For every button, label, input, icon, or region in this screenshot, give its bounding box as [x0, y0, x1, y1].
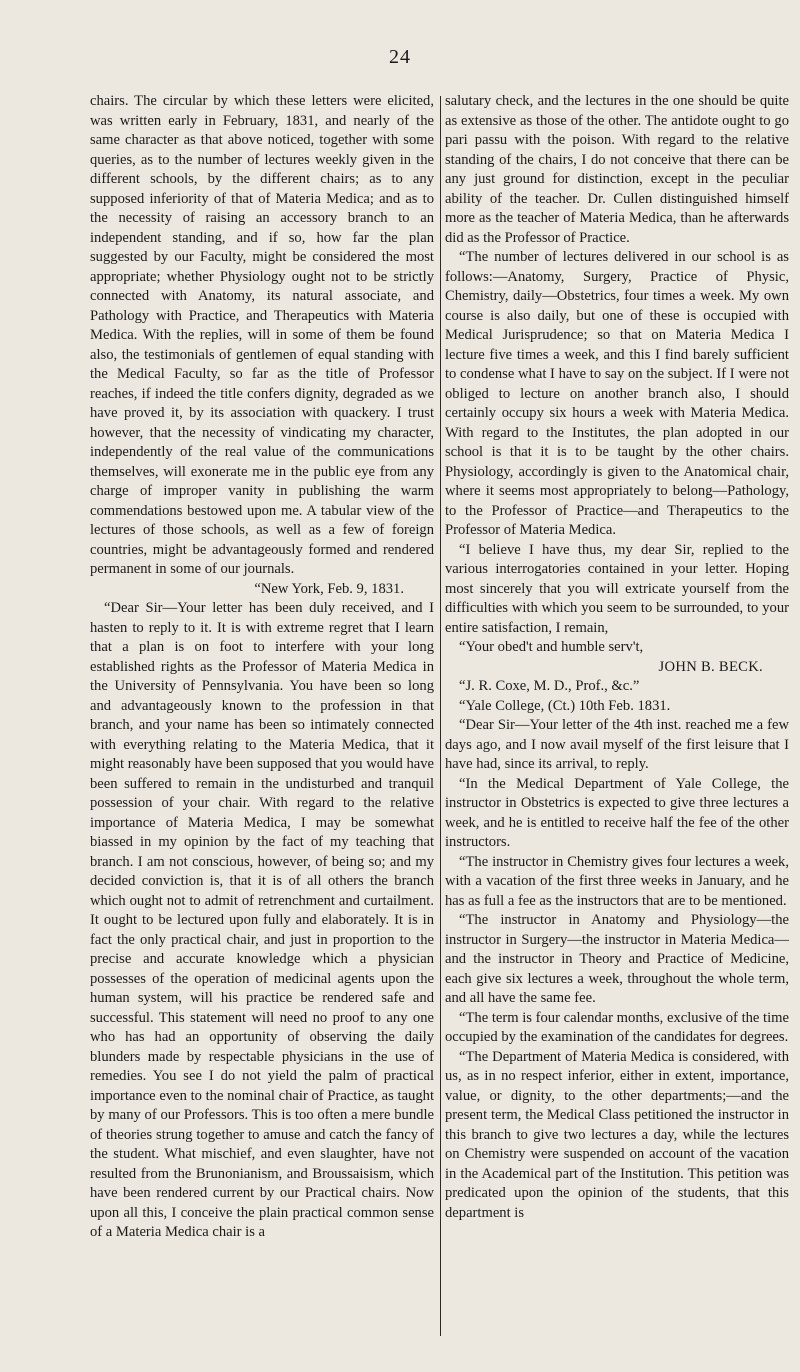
paragraph-materia-medica-department: “The Department of Materia Medica is considered, with us, as in no respect inferior, either in extent, importance, value, or dignity, to the other departments;—and the present term, the Medical Class petitioned the instructor in this branch to give two lectures a day, while the lectures on Chemistry were suspended on account of the vacation in the Academical part of the Institution. This petition was predicated upon the opinion of the students, that this department is	[445, 1048, 789, 1221]
page-number: 24	[389, 46, 411, 68]
left-column	[90, 92, 434, 1243]
paragraph-anatomy-physiology: “The instructor in Anatomy and Physiology—the instructor in Surgery—the instructor in Materia Medica—and the instructor in Theory and Practice of Medicine, each give six lectures a week, throughout the whole term, and all have the same fee.	[445, 912, 789, 1006]
paragraph-obstetrics: “In the Medical Department of Yale College, the instructor in Obstetrics is expected to give three lectures a week, and he is entitled to receive half the fee of the other instructors.	[445, 775, 789, 850]
right-column	[445, 92, 789, 1223]
letter-body-beck: “Dear Sir—Your letter has been duly received, and I hasten to reply to it. It is with extreme regret that I learn that a plan is on foot to interfere with your long established rights as the Professor of Materia Medica in the University of Pennsylvania. You have been so long and advantageously known to the profession in that branch, and your name has been so intimately connected with everything relating to the Materia Medica, that it might reasonably have been supposed that you would have been suffered to remain in the undisturbed and tranquil possession of your chair. With regard to the relative importance of Materia Medica, I may be somewhat biassed in my opinion by the fact of my teaching that branch. I am not conscious, however, of being so; and my decided conviction is, that it is of all others the branch which ought not to admit of retrenchment and curtailment. It ought to be lectured upon fully and elaborately. It is in fact the only practical chair, and just in proportion to the precise and accurate knowledge which a physician possesses of the operation of medicinal agents upon the human system, will his practice be rendered safe and successful. This statement will need no proof to any one who has had an opportunity of observing the daily blunders made by respectable physicians in the use of remedies. You see I do not yield the palm of practical importance even to the nominal chair of Practice, as taught by many of our Professors. This is too often a mere bundle of theories strung together to amuse and catch the fancy of the student. What mischief, and even slaughter, have not resulted from the Brunonianism, and Broussaisism, which have been rendered current by our Practical chairs. Now upon all this, I conceive the plain practical common sense of a Materia Medica chair is a	[90, 600, 434, 1240]
paragraph-number-of-lectures: “The number of lectures delivered in our school is as follows:—Anatomy, Surgery, Practice of Physic, Chemistry, daily—Obstetrics, four times a week. My own course is also daily, but one of these is occupied with Medical Jurisprudence; so that on Materia Medica I lecture five times a week, and this I find barely sufficient to condense what I have to say on the subject. If I were not obliged to lecture on another branch also, I should certainly occupy six hours a week with Materia Medica. With regard to the Institutes, the plan adopted in our school is that it is to be taught by the other chairs. Physiology, accordingly is given to the Anatomical chair, where it seems most appropriately to belong—Pathology, to the Professor of Practice—and Therapeutics to the Professor of Materia Medica.	[445, 249, 789, 538]
letter-dateline-new-york: “New York, Feb. 9, 1831.	[254, 580, 404, 597]
letter-dateline-yale: “Yale College, (Ct.) 10th Feb. 1831.	[459, 697, 671, 714]
letter-signature: JOHN B. BECK.	[658, 658, 763, 675]
letter-body-yale-1: “Dear Sir—Your letter of the 4th inst. reached me a few days ago, and I now avail myself of the first leisure that I have had, since its arrival, to reply.	[445, 717, 789, 772]
paragraph-term: “The term is four calendar months, exclusive of the time occupied by the examination of the candidates for degrees.	[445, 1009, 789, 1045]
paragraph-closing: “I believe I have thus, my dear Sir, replied to the various interrogatories contained in your letter. Hoping most sincerely that you will extricate yourself from the difficulties with which you seem to be surrounded, to your entire satisfaction, I remain,	[445, 541, 789, 636]
column-divider	[440, 96, 441, 1336]
paragraph-chemistry: “The instructor in Chemistry gives four lectures a week, with a vacation of the first three weeks in January, and he has as full a fee as the instructors that are to be mentioned.	[445, 853, 789, 909]
paragraph-circular: chairs. The circular by which these letters were elicited, was written early in February, 1831, and nearly of the same character as that above noticed, together with some queries, as to the number of lectures weekly given in the different schools, by the different chairs; as to any supposed inferiority of that of Materia Medica; and as to the necessity of raising an accessory branch to an independent standing, and if so, how far the plan suggested by our Faculty, might be considered the most appropriate; whether Physiology ought not to be strictly connected with Anatomy, its natural associate, and Pathology with Practice, and Therapeutics with Materia Medica. With the replies, will in some of them be found also, the testimonials of gentlemen of equal standing with the Medical Faculty, so far as the title of Professor reaches, if indeed the title confers dignity, degraded as we have proved it, by its association with quackery. I trust however, that the necessity of vindicating my character, independently of the real value of the communications themselves, will exonerate me in the public eye from any charge of improper vanity in publishing the warm commendations bestowed upon me. A tabular view of the lectures of those schools, as well as a few of foreign countries, might be advantageously formed and rendered permanent in some of our journals.	[90, 93, 434, 577]
paragraph-salutary-check: salutary check, and the lectures in the one should be quite as extensive as those of the other. The antidote ought to go pari passu with the poison. With regard to the relative standing of the chairs, I do not conceive that there can be any just ground for distinction, except in the peculiar ability of the teacher. Dr. Cullen distinguished himself more as the teacher of Materia Medica, than he afterwards did as the Professor of Practice.	[445, 93, 789, 246]
letter-addressee: “J. R. Coxe, M. D., Prof., &c.”	[459, 678, 640, 694]
letter-valediction: “Your obed't and humble serv't,	[459, 639, 644, 655]
